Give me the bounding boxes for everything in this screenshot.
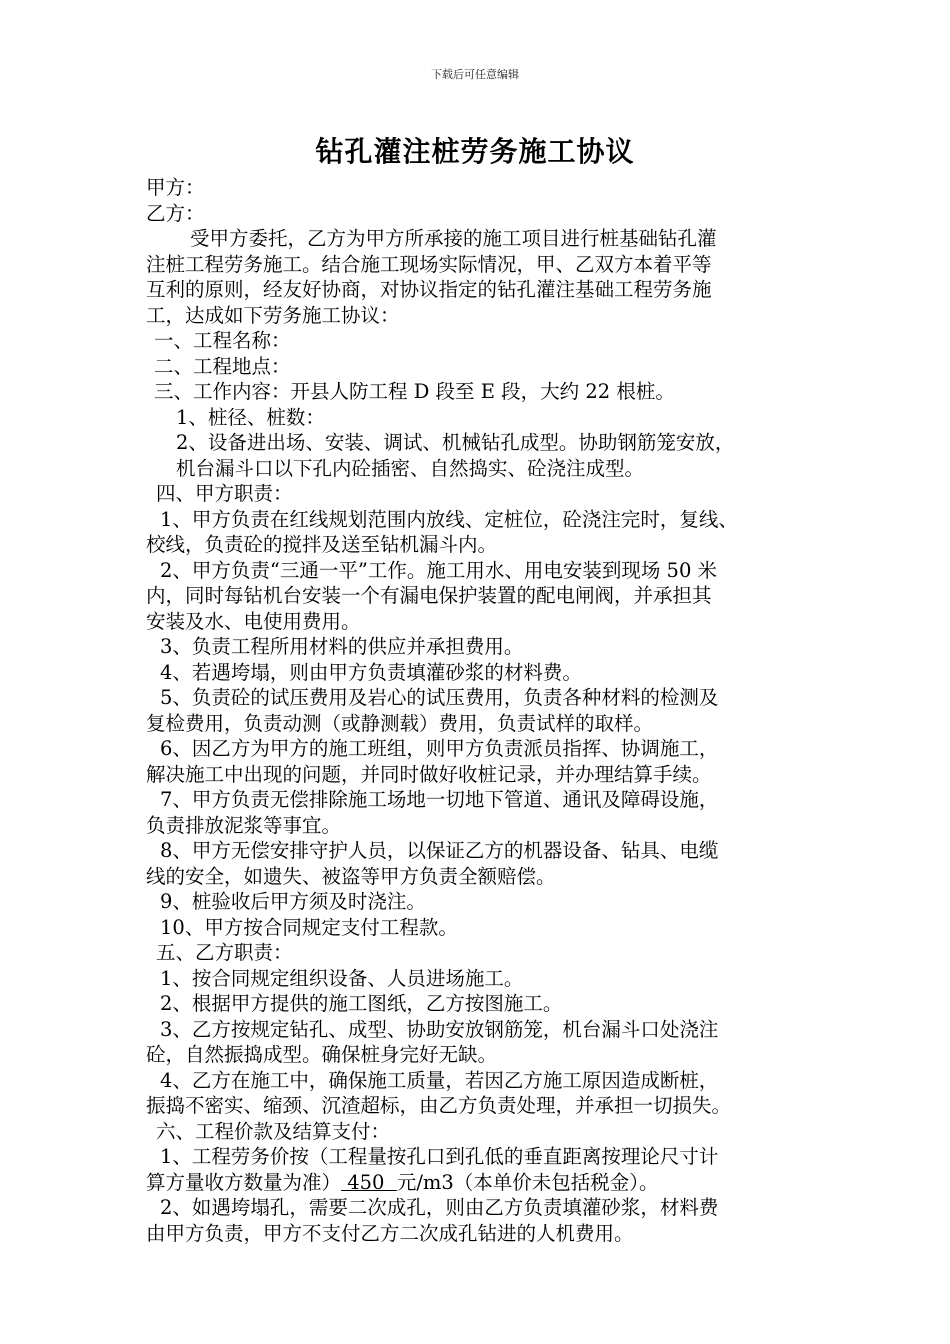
text-line xyxy=(146,940,836,966)
line-text: 解决施工中出现的问题，并同时做好收桩记录，并办理结算手续。 xyxy=(146,762,712,786)
text-line xyxy=(146,1119,836,1145)
text-line xyxy=(146,685,836,711)
text-line xyxy=(146,787,836,813)
line-text: 三、工作内容：开县人防工程 D 段至 E 段，大约 22 根桩。 xyxy=(154,380,675,403)
line-text: 机台漏斗口以下孔内砼插密、自然捣实、砼浇注成型。 xyxy=(176,456,645,480)
text-line xyxy=(146,303,836,329)
document-body xyxy=(146,175,836,1246)
text-line xyxy=(146,201,836,227)
line-text: 1、甲方负责在红线规划范围内放线、定桩位，砼浇注完时，复线、 xyxy=(160,507,738,531)
text-line xyxy=(146,226,836,252)
line-text: 2、设备进出场、安装、调试、机械钻孔成型。协助钢筋笼安放， xyxy=(176,431,735,454)
text-line xyxy=(146,1221,836,1247)
text-line xyxy=(146,1068,836,1094)
line-text: 3、负责工程所用材料的供应并承担费用。 xyxy=(160,635,524,658)
text-line xyxy=(146,634,836,660)
line-text: 1、桩径、桩数： xyxy=(176,405,325,429)
text-line xyxy=(146,252,836,278)
text-line xyxy=(146,558,836,584)
text-line xyxy=(146,405,836,431)
line-text: 一、工程名称： xyxy=(154,329,291,352)
line-text: 注桩工程劳务施工。结合施工现场实际情况，甲、乙双方本着平等 xyxy=(146,252,712,276)
line-text: 由甲方负责，甲方不支付乙方二次成孔钻进的人机费用。 xyxy=(146,1221,634,1245)
text-line xyxy=(146,507,836,533)
text-line xyxy=(146,354,836,380)
line-text: 复检费用，负责动测（或静测载）费用，负责试样的取样。 xyxy=(146,711,654,735)
line-text: 3、乙方按规定钻孔、成型、协助安放钢筋笼，机台漏斗口处浇注 xyxy=(160,1017,719,1041)
text-line xyxy=(146,532,836,558)
text-line xyxy=(146,762,836,788)
line-text: 10、甲方按合同规定支付工程款。 xyxy=(160,915,458,939)
line-text: 二、工程地点： xyxy=(154,354,291,378)
text-line xyxy=(146,1144,836,1170)
text-line xyxy=(146,966,836,992)
unit-price-value: 450 xyxy=(341,1170,397,1194)
line-text: 5、负责砼的试压费用及岩心的试压费用，负责各种材料的检测及 xyxy=(160,686,719,709)
line-text: 9、桩验收后甲方须及时浇注。 xyxy=(160,890,426,913)
text-line xyxy=(146,456,836,482)
line-text: 4、乙方在施工中，确保施工质量，若因乙方施工原因造成断桩， xyxy=(160,1068,719,1092)
document-title: 钻孔灌注桩劳务施工协议 xyxy=(315,135,635,168)
line-text: 六、工程价款及结算支付： xyxy=(156,1119,391,1143)
line-text: 安装及水、电使用费用。 xyxy=(146,609,361,633)
line-text: 8、甲方无偿安排守护人员，以保证乙方的机器设备、钻具、电缆 xyxy=(160,839,719,862)
text-line xyxy=(146,864,836,890)
text-line xyxy=(146,991,836,1017)
text-line xyxy=(146,813,836,839)
text-line xyxy=(146,1093,836,1119)
page-header: 下载后可任意编辑 xyxy=(431,68,519,81)
text-line xyxy=(146,481,836,507)
text-line xyxy=(146,1017,836,1043)
text-line xyxy=(146,660,836,686)
line-text: 互利的原则，经友好协商，对协议指定的钻孔灌注基础工程劳务施 xyxy=(146,278,712,301)
text-line xyxy=(146,583,836,609)
line-text-continued: 元/m3（本单价未包括税金）。 xyxy=(396,1170,659,1194)
line-text: 工，达成如下劳务施工协议： xyxy=(146,303,400,327)
line-text: 四、甲方职责： xyxy=(156,482,293,505)
line-text: 内，同时每钻机台安装一个有漏电保护装置的配电闸阀，并承担其 xyxy=(146,584,712,607)
text-line xyxy=(146,889,836,915)
line-text: 2、如遇垮塌孔，需要二次成孔，则由乙方负责填灌砂浆，材料费 xyxy=(160,1196,719,1219)
line-text: 砼，自然振捣成型。确保桩身完好无缺。 xyxy=(146,1043,498,1066)
text-line xyxy=(146,609,836,635)
line-text: 1、工程劳务价按（工程量按孔口到孔低的垂直距离按理论尺寸计 xyxy=(160,1145,719,1168)
line-text: 甲方： xyxy=(146,176,205,199)
line-text: 五、乙方职责： xyxy=(156,941,293,964)
text-line xyxy=(146,175,836,201)
text-line xyxy=(146,328,836,354)
text-line xyxy=(146,711,836,737)
line-text: 2、根据甲方提供的施工图纸，乙方按图施工。 xyxy=(160,992,563,1015)
text-line xyxy=(146,379,836,405)
line-text: 2、甲方负责“三通一平”工作。施工用水、用电安装到现场 50 米 xyxy=(160,558,718,582)
line-text: 6、因乙方为甲方的施工班组，则甲方负责派员指挥、协调施工， xyxy=(160,737,719,760)
line-text: 乙方： xyxy=(146,201,205,225)
line-text: 1、按合同规定组织设备、人员进场施工。 xyxy=(160,966,524,990)
text-line xyxy=(146,838,836,864)
text-line xyxy=(146,277,836,303)
line-text: 受甲方委托，乙方为甲方所承接的施工项目进行桩基础钻孔灌 xyxy=(190,227,717,250)
text-line xyxy=(146,915,836,941)
text-line xyxy=(146,1170,836,1196)
line-text: 算方量收方数量为准） xyxy=(146,1170,342,1194)
line-text: 线的安全，如遗失、被盗等甲方负责全额赔偿。 xyxy=(146,864,556,888)
line-text: 校线，负责砼的搅拌及送至钻机漏斗内。 xyxy=(146,533,498,556)
line-text: 负责排放泥浆等事宜。 xyxy=(146,813,342,837)
line-text: 7、甲方负责无偿排除施工场地一切地下管道、通讯及障碍设施， xyxy=(160,788,719,811)
text-line xyxy=(146,1195,836,1221)
text-line xyxy=(146,1042,836,1068)
text-line xyxy=(146,736,836,762)
text-line xyxy=(146,430,836,456)
line-text: 4、若遇垮塌，则由甲方负责填灌砂浆的材料费。 xyxy=(160,660,582,684)
line-text: 振捣不密实、缩颈、沉渣超标，由乙方负责处理，并承担一切损失。 xyxy=(146,1094,732,1117)
